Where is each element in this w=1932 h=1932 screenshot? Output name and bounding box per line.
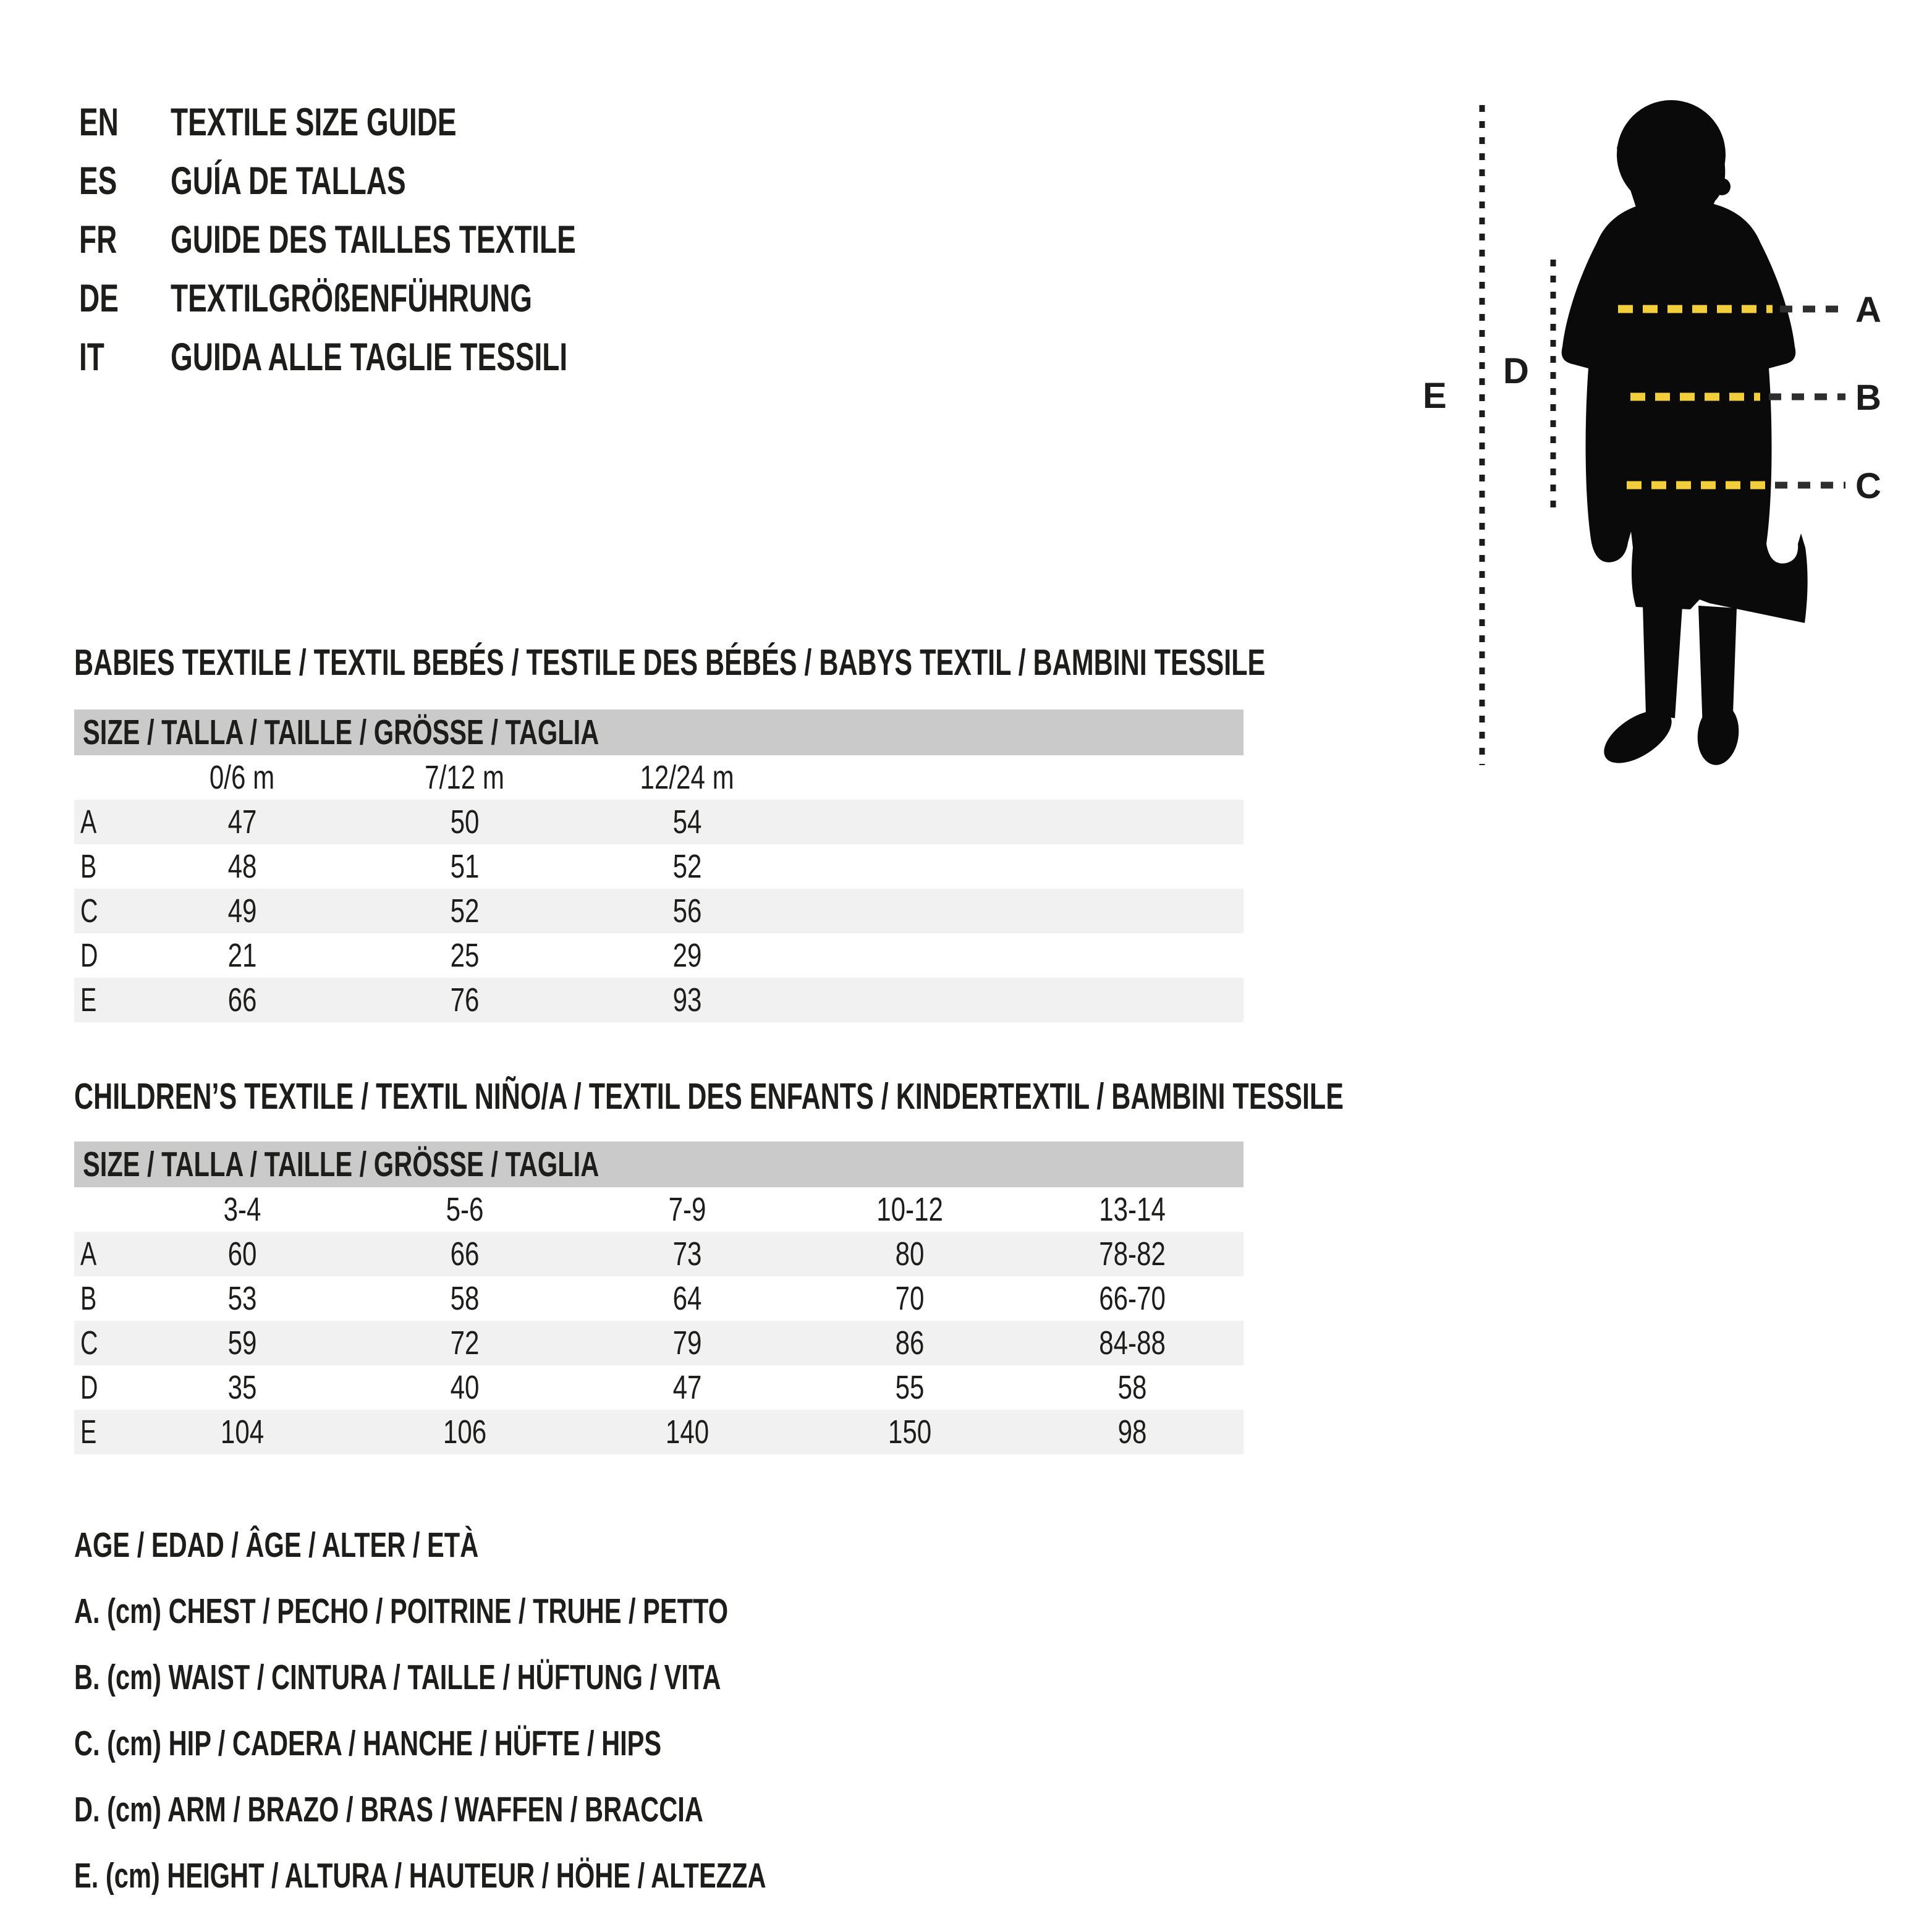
babies-size-table xyxy=(74,710,1244,1022)
lang-row-fr xyxy=(79,210,726,269)
babies-col-0-6m: 0/6 m xyxy=(210,759,275,796)
babies-table-header: SIZE / TALLA / TAILLE / GRÖSSE / TAGLIA xyxy=(74,710,1244,755)
lang-title-it: GUIDA ALLE TAGLIE TESSILI xyxy=(171,335,568,379)
figure-label-hip-c: C xyxy=(1855,466,1881,506)
legend-arm: D. (cm) ARM / BRAZO / BRAS / WAFFEN / BRACCIA xyxy=(74,1789,703,1829)
lang-title-es: GUÍA DE TALLAS xyxy=(171,159,406,203)
babies-row-d: D 21 25 29 xyxy=(80,937,702,974)
lang-code-fr: FR xyxy=(79,218,117,261)
language-title-list xyxy=(79,93,726,386)
lang-code-it: IT xyxy=(79,335,104,379)
lang-title-de: TEXTILGRÖßENFÜHRUNG xyxy=(171,276,533,320)
legend-age: AGE / EDAD / ÂGE / ALTER / ETÀ xyxy=(74,1525,479,1565)
legend-hip: C. (cm) HIP / CADERA / HANCHE / HÜFTE / HIPS xyxy=(74,1723,662,1763)
figure-label-height-e: E xyxy=(1423,376,1447,416)
children-row-a: A 60 66 73 80 78-82 xyxy=(74,1232,1244,1276)
children-col-7-9: 7-9 xyxy=(668,1191,706,1228)
legend-height: E. (cm) HEIGHT / ALTURA / HAUTEUR / HÖHE / ALTEZZA xyxy=(74,1855,766,1896)
figure-label-arm-d: D xyxy=(1503,351,1529,391)
babies-col-7-12m: 7/12 m xyxy=(425,759,505,796)
lang-row-en xyxy=(79,93,726,151)
babies-row-b: B 48 51 52 xyxy=(80,848,702,885)
babies-row-c: C 49 52 56 xyxy=(74,889,1244,933)
measurement-legend xyxy=(74,1512,1022,1909)
lang-title-en: TEXTILE SIZE GUIDE xyxy=(171,100,457,144)
babies-col-12-24m: 12/24 m xyxy=(640,759,735,796)
children-row-c: C 59 72 79 86 84-88 xyxy=(74,1321,1244,1365)
legend-waist: B. (cm) WAIST / CINTURA / TAILLE / HÜFTUNG / VITA xyxy=(74,1657,721,1697)
children-row-d: D 35 40 47 55 58 xyxy=(80,1369,1147,1406)
figure-label-waist-b: B xyxy=(1855,378,1881,418)
children-col-13-14: 13-14 xyxy=(1099,1191,1166,1228)
lang-code-de: DE xyxy=(79,276,119,320)
lang-code-en: EN xyxy=(79,100,119,144)
children-table-header: SIZE / TALLA / TAILLE / GRÖSSE / TAGLIA xyxy=(74,1142,1244,1187)
babies-row-e: E 66 76 93 xyxy=(74,978,1244,1022)
children-column-header-row xyxy=(74,1187,1244,1232)
children-col-10-12: 10-12 xyxy=(876,1191,943,1228)
children-row-e: E 104 106 140 150 98 xyxy=(74,1410,1244,1454)
children-section-heading: CHILDREN’S TEXTILE / TEXTIL NIÑO/A / TEXTIL DES ENFANTS / KINDERTEXTIL / BAMBINI TESSILE xyxy=(74,1076,1344,1117)
measurement-figure xyxy=(1409,74,1932,816)
lang-title-fr: GUIDE DES TAILLES TEXTILE xyxy=(171,218,576,261)
lang-row-it xyxy=(79,328,726,386)
children-row-b: B 53 58 64 70 66-70 xyxy=(80,1280,1166,1317)
babies-column-header-row xyxy=(74,755,1244,800)
babies-row-a: A 47 50 54 xyxy=(74,800,1244,844)
figure-label-chest-a: A xyxy=(1855,290,1881,330)
lang-row-de xyxy=(79,269,726,328)
children-col-3-4: 3-4 xyxy=(223,1191,261,1228)
children-col-5-6: 5-6 xyxy=(446,1191,484,1228)
lang-row-es xyxy=(79,151,726,210)
children-size-table xyxy=(74,1142,1244,1454)
babies-section-heading: BABIES TEXTILE / TEXTIL BEBÉS / TESTILE DES BÉBÉS / BABYS TEXTIL / BAMBINI TESSILE xyxy=(74,642,1266,683)
legend-chest: A. (cm) CHEST / PECHO / POITRINE / TRUHE / PETTO xyxy=(74,1591,729,1631)
lang-code-es: ES xyxy=(79,159,117,203)
